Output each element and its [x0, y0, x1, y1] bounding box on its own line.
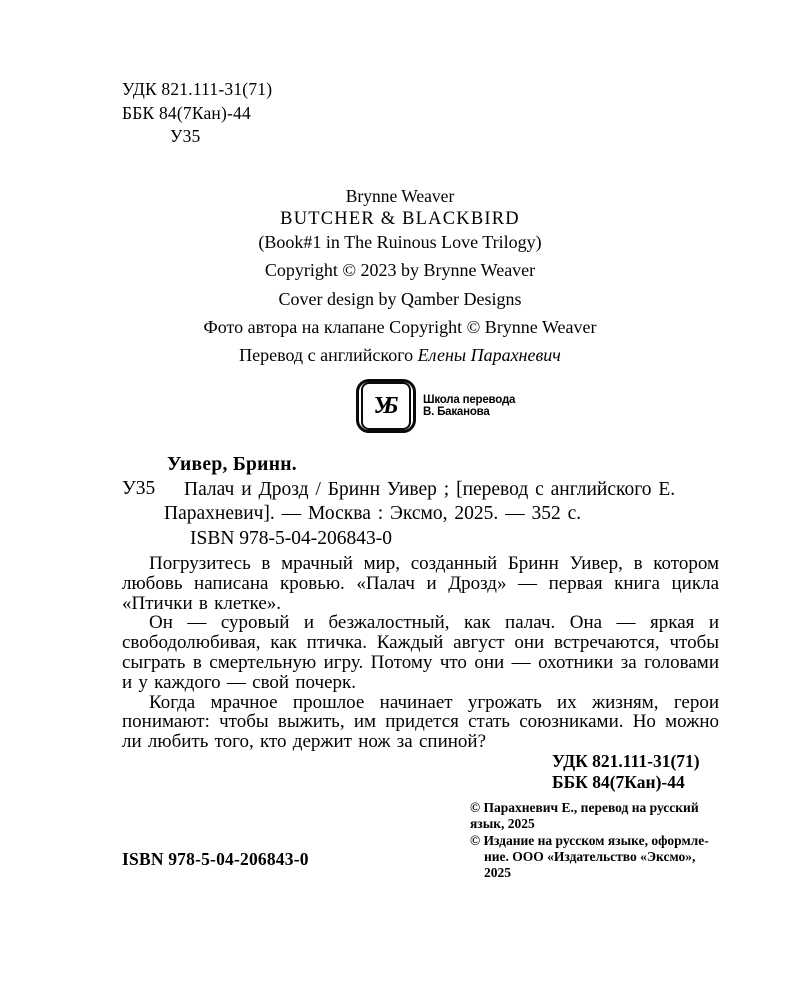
top-codes-block	[122, 78, 272, 149]
bottom-udk-code: УДК 821.111-31(71)	[552, 751, 700, 771]
catalog-entry: Палач и Дрозд / Бринн Уивер ; [перевод с английского Е. Парахневич]. — Москва : Эксмо, 2025. — 352 с.	[164, 479, 676, 524]
annotation-paragraph-3: Когда мрачное прошлое начинает угрожать их жизням, герои понимают: чтобы выжить, им придется стать союзниками. Но можно ли любить того, кто держит нож за спиной?	[122, 691, 719, 753]
copyright-line: Copyright © 2023 by Brynne Weaver	[264, 260, 536, 280]
translation-school-logo	[356, 379, 515, 433]
author-sign-code: У35	[170, 126, 201, 146]
school-name-line1: Школа перевода	[423, 393, 516, 406]
bottom-isbn: ISBN 978-5-04-206843-0	[122, 849, 309, 869]
annotation	[122, 554, 719, 752]
translation-prefix: Перевод с английского	[239, 345, 418, 365]
bbk-code: ББК 84(7Кан)-44	[122, 102, 251, 123]
original-title: BUTCHER & BLACKBIRD	[280, 209, 520, 229]
annotation-paragraph-1: Погрузитесь в мрачный мир, созданный Бринн Уивер, в котором любовь написана кровью. «Палач и Дрозд» — первая книга цикла «Птички в клетке».	[122, 553, 719, 614]
annotation-paragraph-2: Он — суровый и безжалостный, как палач. Она — яркая и свободолюбивая, как птичка. Каждый август они встречаются, чтобы сыграть в смертельную игру. Потому что они — охотники за головами и у каждого — свой почерк.	[122, 612, 719, 693]
school-emblem-icon	[356, 379, 416, 433]
cover-design-credit: Cover design by Qamber Designs	[278, 289, 522, 309]
school-name-line2: В. Баканова	[423, 406, 490, 418]
photo-credit: Фото автора на клапане Copyright © Brynne Weaver	[203, 317, 597, 337]
copyright-notice-translation: © Парахневич Е., перевод на русский язык, 2025	[470, 800, 699, 832]
catalog-author-heading: Уивер, Бринн.	[167, 454, 297, 475]
school-name	[423, 394, 515, 419]
series-note: (Book#1 in The Ruinous Love Trilogy)	[258, 232, 542, 252]
bottom-codes-block	[552, 751, 700, 793]
bottom-bbk-code: ББК 84(7Кан)-44	[552, 772, 685, 792]
catalog-author-sign: У35	[122, 478, 156, 499]
translator-name: Елены Парахневич	[417, 345, 561, 365]
catalog-isbn: ISBN 978-5-04-206843-0	[190, 528, 393, 549]
school-monogram: УБ	[373, 393, 392, 419]
colophon	[470, 800, 720, 881]
copyright-notice-edition: © Издание на русском языке, оформление. ООО «Издательство «Эксмо», 2025	[470, 832, 709, 881]
translation-credit	[0, 345, 800, 366]
original-author: Brynne Weaver	[345, 186, 455, 206]
school-emblem-inner-frame	[361, 382, 411, 430]
udk-code: УДК 821.111-31(71)	[122, 79, 273, 99]
